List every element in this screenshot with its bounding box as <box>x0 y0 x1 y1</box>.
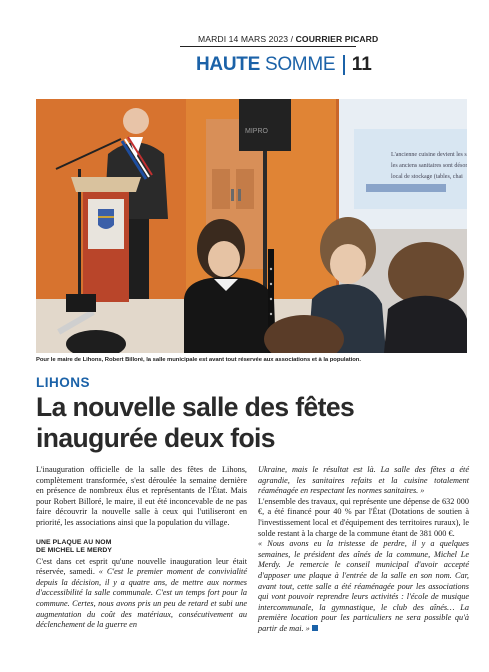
article-photo <box>36 99 467 353</box>
article-subheading <box>36 539 247 556</box>
subheading-line-1: UNE PLAQUE AU NOM <box>36 538 112 546</box>
screen-text-3: local de stockage (tables, chai <box>391 174 463 180</box>
page-number: 11 <box>351 54 372 75</box>
paragraph-text: C'est dans cet esprit qu'une nouvelle inauguration leur était réservée, samedi. <box>36 556 247 577</box>
article-paragraph <box>36 557 247 631</box>
header-rule <box>180 46 356 47</box>
location-label: LIHONS <box>36 375 91 390</box>
header-date-text: MARDI 14 MARS 2023 / <box>198 34 296 44</box>
article-paragraph: L'ensemble des travaux, qui représente une dépense de 632 000 €, a été financé pour 40 % par l'État (Dotations de soutien à l'investissement local et d'équipement des territoires ruraux), le solde restant à la charge de la commune étant de 381 000 €. <box>258 496 469 538</box>
subheading-line-2: DE MICHEL LE MERDY <box>36 547 113 555</box>
article-paragraph <box>258 465 469 497</box>
header-date <box>198 34 379 44</box>
quote-text: « C'est le premier moment de convivialité depuis la décision, il y a quatre ans, de mettre aux normes d'accessibilité la salle communale. C'est un temps fort pour la commune. Certes, nous avons pris un peu de retard et subi une augmentation du coût des matériaux, consécutivement au déclenchement de la guerre en <box>36 567 247 630</box>
article-paragraph <box>258 539 469 634</box>
quote-text: Ukraine, mais le résultat est là. La salle des fêtes a été agrandie, les sanitaires refaits et la cuisine totalement réaménagée en respectant les normes sanitaires. » <box>258 465 469 496</box>
headline <box>36 392 467 454</box>
newspaper-name: COURRIER PICARD <box>295 34 379 44</box>
quote-text: « Nous avons eu la tristesse de perdre, il y a quelques semaines, le président des aînés de la commune, Michel Le Merdy. <box>258 539 469 570</box>
section-name-bold: HAUTE <box>196 54 260 75</box>
quote-text: Je remercie le conseil municipal d'avoir accepté d'apposer une plaque à l'entrée de la salle en son nom. Car, avant tout, cette salle a été réaménagée pour les associations qui vont pouvoir reprendre leurs activités : l'école de musique intercommunale, la gymnastique, le club des aînés… La première location pour les particuliers ne sera possible qu'à partir de mai. » <box>258 560 469 633</box>
headline-line-1: La nouvelle salle des fêtes <box>36 392 355 422</box>
section-separator <box>343 55 345 75</box>
photo-caption: Pour le maire de Lihons, Robert Billoré, la salle municipale est avant tout réservée aux associations et à la population. <box>36 357 361 363</box>
screen-text-1: L'ancienne cuisine devient les s <box>391 152 467 158</box>
article-column-right <box>258 465 469 635</box>
article-paragraph: L'inauguration officielle de la salle des fêtes de Lihons, complètement transformée, s'est déroulée la semaine dernière en présence de nombreux élus et représentants de l'État. Mais pour Robert Billoré, le maire, il eut été inconcevable de ne pas faire découvrir la nouvelle salle à ceux qui l'utiliseront en priorité, les associations ainsi que la population du village. <box>36 465 247 527</box>
amp-brand-label: MIPRO <box>245 128 268 135</box>
screen-text-2: les anciens sanitaires sont désor <box>391 163 467 169</box>
section-name-light: SOMME <box>264 54 336 75</box>
headline-line-2: inaugurée deux fois <box>36 423 275 453</box>
article-end-mark <box>312 625 318 631</box>
section-header <box>196 53 372 77</box>
article-column-left <box>36 465 247 631</box>
